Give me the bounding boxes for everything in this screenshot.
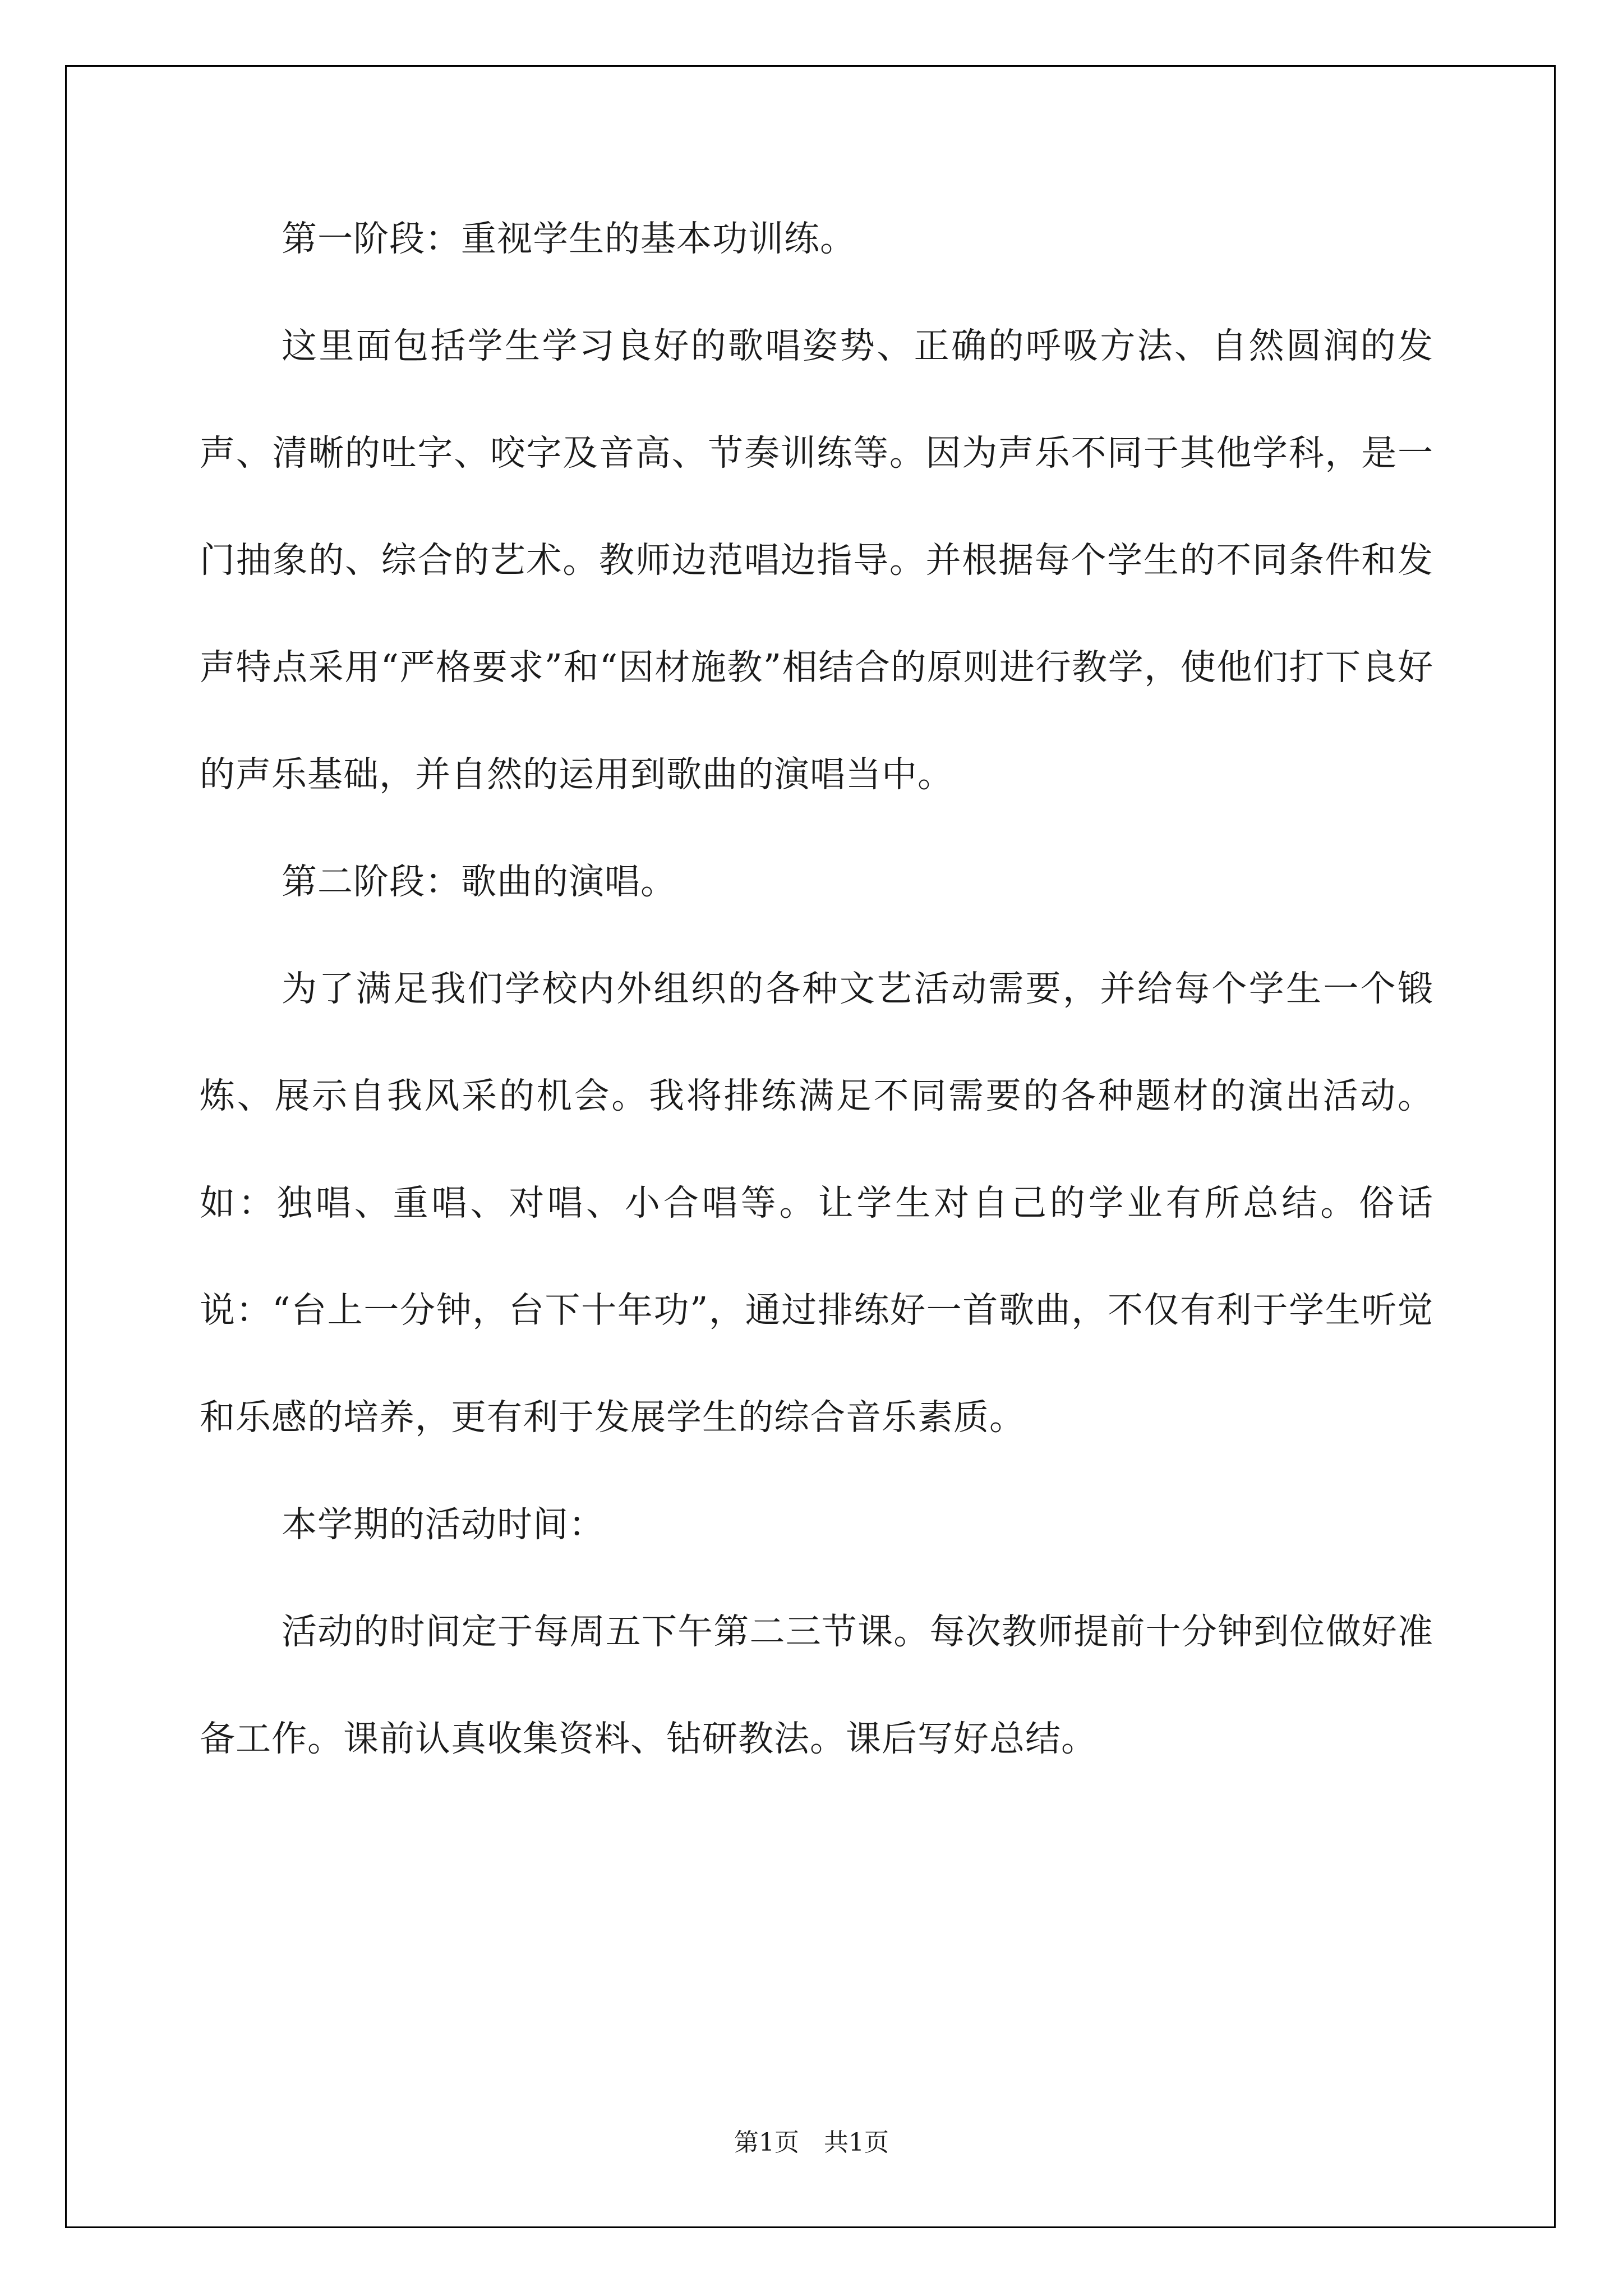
paragraph-schedule-body: 活动的时间定于每周五下午第二三节课。每次教师提前十分钟到位做好准备工作。课前认真收集资料、钻研教法。课后写好总结。 (200, 1611, 1433, 1759)
page-number: 第1页 (734, 2128, 799, 2157)
paragraph-stage-one-heading: 第一阶段：重视学生的基本功训练。 (282, 218, 856, 259)
paragraph-stage-one-body: 这里面包括学生学习良好的歌唱姿势、正确的呼吸方法、自然圆润的发声、清晰的吐字、咬字及音高、节奏训练等。因为声乐不同于其他学科，是一门抽象的、综合的艺术。教师边范唱边指导。并根据每个学生的不同条件和发声特点采用“严格要求”和“因材施教”相结合的原则进行教学，使他们打下良好的声乐基础，并自然的运用到歌曲的演唱当中。 (200, 325, 1433, 795)
page-total: 共1页 (824, 2128, 889, 2157)
document-body (200, 185, 1433, 1792)
page-footer (0, 2126, 1623, 2160)
paragraph-schedule-heading: 本学期的活动时间： (282, 1504, 605, 1545)
paragraph-stage-two-heading: 第二阶段：歌曲的演唱。 (282, 861, 676, 902)
paragraph-stage-two-body: 为了满足我们学校内外组织的各种文艺活动需要，并给每个学生一个锻炼、展示自我风采的机会。我将排练满足不同需要的各种题材的演出活动。如：独唱、重唱、对唱、小合唱等。让学生对自己的学业有所总结。俗话说：“台上一分钟，台下十年功”，通过排练好一首歌曲，不仅有利于学生听觉和乐感的培养，更有利于发展学生的综合音乐素质。 (200, 968, 1433, 1438)
